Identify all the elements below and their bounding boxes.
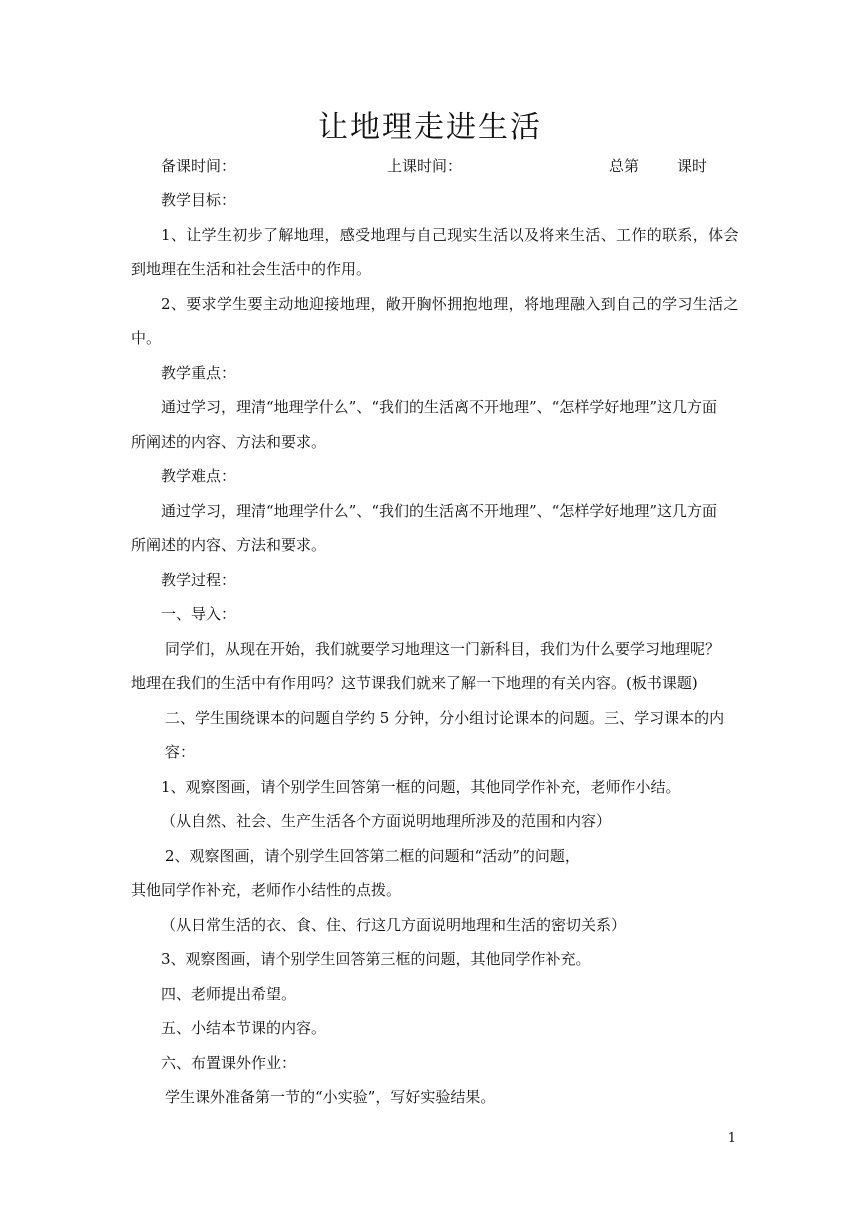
- step-intro-heading: 一、导入：: [161, 605, 237, 623]
- page-number: 1: [727, 1131, 736, 1146]
- activity-3: 3、观察图画，请个别学生回答第三框的问题，其他同学作补充。: [161, 950, 591, 968]
- homework-line: 学生课外准备第一节的“小实验”，写好实验结果。: [165, 1088, 496, 1106]
- activity-2-line-2: 其他同学作补充，老师作小结性的点拨。: [131, 881, 402, 899]
- intro-line-2: 地理在我们的生活中有作用吗？这节课我们就来了解一下地理的有关内容。(板书课题): [131, 674, 698, 692]
- activity-1: 1、观察图画，请个别学生回答第一框的问题，其他同学作补充，老师作小结。: [161, 778, 681, 796]
- heading-difficulties: 教学难点：: [161, 467, 237, 485]
- key-points-line-1: 通过学习，理清“地理学什么”、“我们的生活离不开地理”、“怎样学好地理”这几方面: [161, 398, 718, 416]
- objective-1-line-2: 到地理在生活和社会生活中的作用。: [131, 260, 372, 278]
- total-label: 总第: [609, 157, 640, 175]
- activity-2-line-1: 2、观察图画，请个别学生回答第二框的问题和“活动”的问题，: [165, 847, 580, 865]
- step-four: 四、老师提出希望。: [161, 985, 297, 1003]
- heading-key-points: 教学重点：: [161, 364, 237, 382]
- difficulties-line-2: 所阐述的内容、方法和要求。: [131, 536, 327, 554]
- activity-1-note: （从自然、社会、生产生活各个方面说明地理所涉及的范围和内容）: [161, 812, 612, 830]
- page-title: 让地理走进生活: [318, 110, 542, 145]
- difficulties-line-1: 通过学习，理清“地理学什么”、“我们的生活离不开地理”、“怎样学好地理”这几方面: [161, 502, 718, 520]
- heading-process: 教学过程：: [161, 571, 237, 589]
- prep-time-label: 备课时间：: [161, 157, 237, 175]
- class-time-label: 上课时间：: [387, 157, 463, 175]
- step-five: 五、小结本节课的内容。: [161, 1019, 327, 1037]
- objective-1-line-1: 1、让学生初步了解地理，感受地理与自己现实生活以及将来生活、工作的联系，体会: [161, 226, 739, 244]
- lesson-label: 课时: [677, 157, 708, 175]
- step-two-line-2: 容：: [165, 743, 196, 761]
- activity-2-note: （从日常生活的衣、食、住、行这几方面说明地理和生活的密切关系）: [161, 916, 627, 934]
- key-points-line-2: 所阐述的内容、方法和要求。: [131, 433, 327, 451]
- heading-objectives: 教学目标：: [161, 191, 237, 209]
- step-two-line-1: 二、学生围绕课本的问题自学约 5 分钟，分小组讨论课本的问题。三、学习课本的内: [165, 709, 725, 727]
- objective-2-line-2: 中。: [131, 329, 162, 347]
- step-six: 六、布置课外作业：: [161, 1054, 297, 1072]
- objective-2-line-1: 2、要求学生要主动地迎接地理，敞开胸怀拥抱地理，将地理融入到自己的学习生活之: [161, 295, 739, 313]
- intro-line-1: 同学们，从现在开始，我们就要学习地理这一门新科目，我们为什么要学习地理呢？: [165, 640, 721, 658]
